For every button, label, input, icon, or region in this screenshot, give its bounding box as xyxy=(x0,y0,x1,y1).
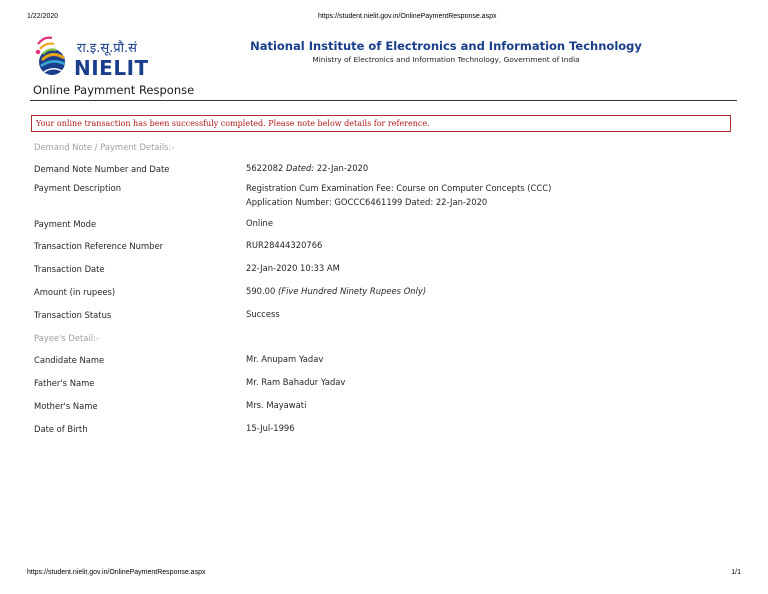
row-value: Mr. Anupam Yadav xyxy=(246,354,324,364)
success-alert xyxy=(31,115,731,132)
row-value: Success xyxy=(246,309,280,319)
logo-hindi-text: रा.इ.सू.प्रौ.सं xyxy=(77,41,137,56)
nielit-globe-icon xyxy=(34,30,74,80)
org-subtitle: Ministry of Electronics and Information Technology, Government of India xyxy=(312,55,580,64)
print-header-url: https://student.nielit.gov.in/OnlinePaymentResponse.aspx xyxy=(318,13,497,20)
row-value xyxy=(246,161,368,175)
row-label: Transaction Date xyxy=(34,264,105,274)
demand-note-number: 5622082 xyxy=(246,163,284,173)
row-label: Payment Mode xyxy=(34,219,97,229)
amount-in-words: (Five Hundred Ninety Rupees Only) xyxy=(277,286,427,296)
row-label: Mother's Name xyxy=(34,401,98,411)
section-payment-details: Demand Note / Payment Details:- xyxy=(34,142,175,152)
row-label: Candidate Name xyxy=(34,355,105,365)
row-label: Demand Note Number and Date xyxy=(34,164,170,174)
row-value: Mrs. Mayawati xyxy=(246,400,307,410)
row-label: Transaction Reference Number xyxy=(34,241,164,251)
row-value: 22-Jan-2020 10:33 AM xyxy=(246,263,340,273)
amount-value: 590.00 xyxy=(246,286,276,296)
row-value xyxy=(246,181,551,209)
print-date: 1/22/2020 xyxy=(27,13,59,20)
row-label: Amount (in rupees) xyxy=(34,287,116,297)
row-label: Transaction Status xyxy=(34,310,112,320)
row-value xyxy=(246,284,426,298)
row-value: Online xyxy=(246,218,274,228)
row-value: Mr. Ram Bahadur Yadav xyxy=(246,377,346,387)
print-page-number: 1/1 xyxy=(731,569,741,576)
row-value: RUR28444320766 xyxy=(246,240,323,250)
org-heading xyxy=(240,39,652,64)
row-value: 15-Jul-1996 xyxy=(246,423,295,433)
section-payee-details: Payee's Detail:- xyxy=(34,333,99,343)
row-label: Date of Birth xyxy=(34,424,88,434)
logo-brand-text: NIELIT xyxy=(74,56,149,80)
alert-message: Your online transaction has been successfuly completed. Please note below details for reference. xyxy=(36,119,430,128)
payment-description-line2: Application Number: GOCCC6461199 Dated: 22-Jan-2020 xyxy=(246,197,488,207)
print-footer-url: https://student.nielit.gov.in/OnlinePaymentResponse.aspx xyxy=(27,569,206,576)
page-title: Online Paymment Response xyxy=(33,83,195,97)
demand-note-date: 22-Jan-2020 xyxy=(316,163,369,173)
org-name: National Institute of Electronics and Information Technology xyxy=(250,39,642,53)
nielit-logo xyxy=(34,30,164,82)
demand-note-dated-label: Dated: xyxy=(285,163,315,173)
row-label: Payment Description xyxy=(34,183,122,193)
header-divider xyxy=(30,100,737,101)
payment-description-line1: Registration Cum Examination Fee: Course on Computer Concepts (CCC) xyxy=(246,183,552,193)
row-label: Father's Name xyxy=(34,378,95,388)
